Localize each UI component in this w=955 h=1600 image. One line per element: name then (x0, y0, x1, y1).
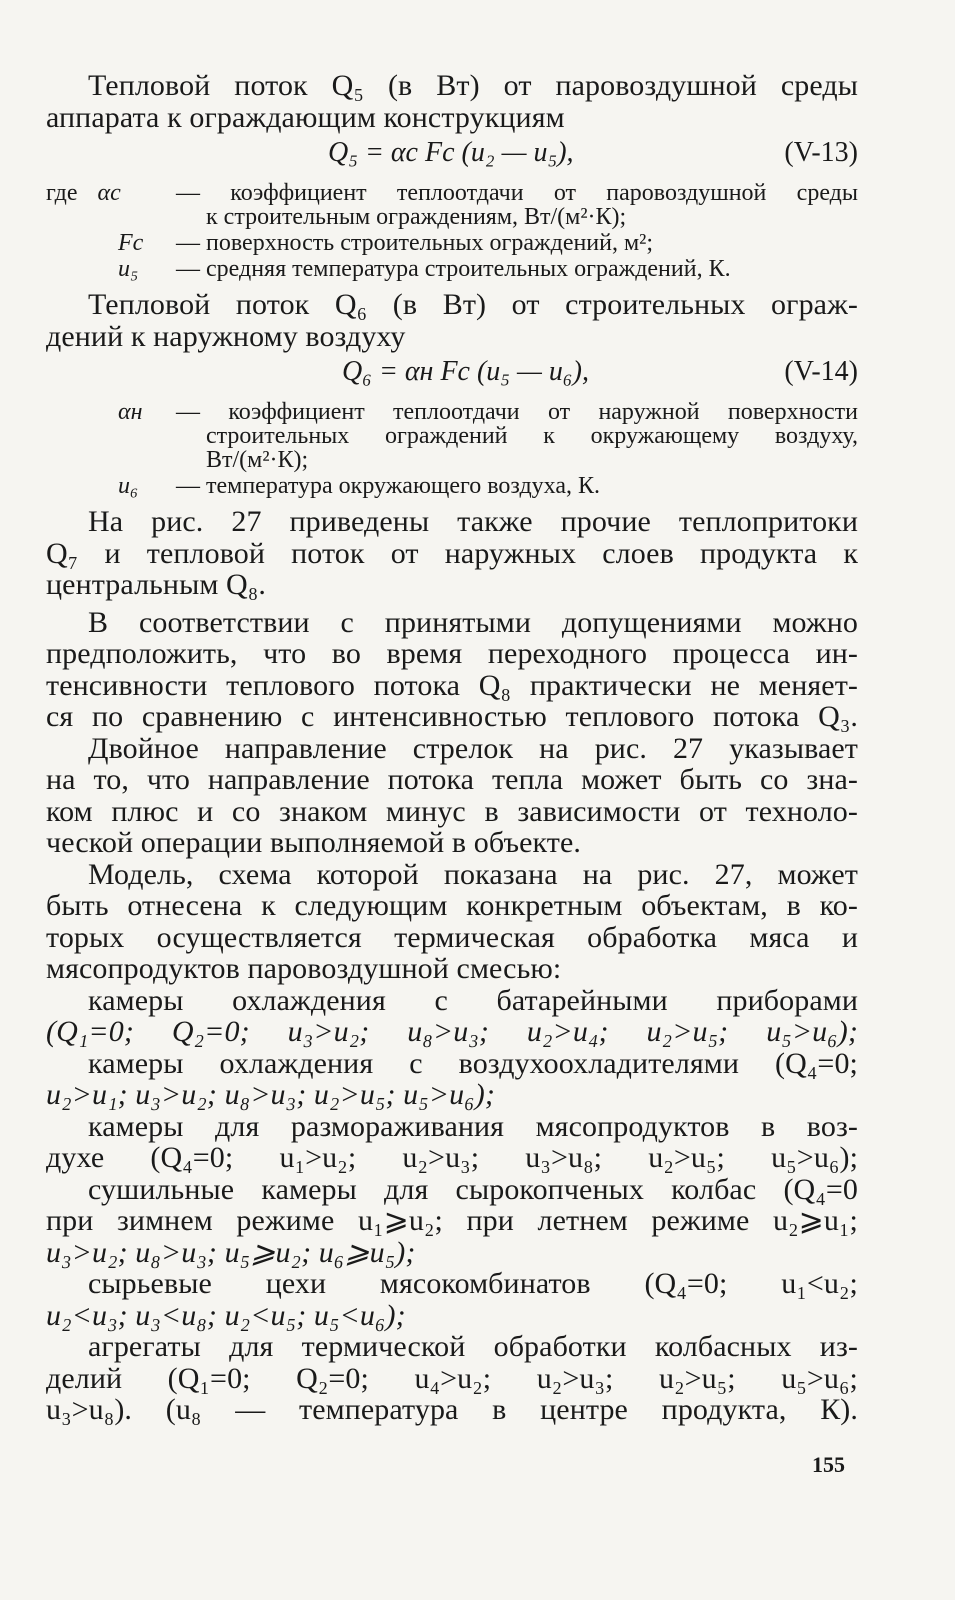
definition-lead (46, 181, 121, 205)
definition-line: — средняя температура строительных ограждений, К. (176, 256, 731, 282)
definition-line: — коэффициент теплоотдачи от паровоздушной среды (176, 180, 858, 206)
definition-text (176, 474, 858, 498)
formula-number: (V-14) (784, 356, 858, 387)
text-line: агрегаты для термической обработки колбасных из- (88, 1330, 858, 1363)
definition-lead (118, 474, 138, 498)
text-line: камеры для размораживания мясопродуктов в воз- (88, 1109, 858, 1143)
definition-line: к строительным ограждениям, Вт/(м²·К); (206, 204, 627, 230)
list-item-air-cooler-chambers (46, 1048, 858, 1111)
definition-line: — температура окружающего воздуха, К. (176, 473, 601, 499)
definition-symbol: u₆ (118, 473, 139, 499)
text-line: Q₇ и тепловой поток от наружных слоев продукта к (46, 536, 858, 570)
paragraph-heat-flow-q6 (46, 289, 858, 352)
definition-alpha-n (46, 400, 858, 472)
definition-symbol: Fс (118, 230, 144, 256)
definition-lead (118, 231, 143, 255)
formula-v13 (46, 135, 858, 175)
text-line: Двойное направление стрелок на рис. 27 указывает (88, 731, 858, 765)
where-word: где (46, 180, 78, 206)
definition-line: строительных ограждений к окружающему воздуху, (206, 423, 858, 449)
list-item-raw-material-shops (46, 1268, 858, 1331)
text-line: u₂>u₁; u₃>u₂; u₈>u₃; u₂>u₅; u₅>u₆); (46, 1078, 495, 1111)
definition-line: Вт/(м²·К); (206, 447, 309, 473)
text-line: камеры охлаждения с воздухоохладителями (Q₄=0; (88, 1046, 858, 1080)
text-line: ся по сравнению с интенсивностью теплового потока Q₃. (46, 700, 858, 733)
page-number: 155 (812, 1452, 845, 1477)
paragraph-heat-flow-q5 (46, 70, 858, 133)
definition-u6 (46, 474, 858, 498)
list-item-defrost-chambers (46, 1111, 858, 1174)
definition-line: — поверхность строительных ограждений, м²; (176, 230, 654, 256)
text-line: аппарата к ограждающим конструкциям (46, 100, 565, 134)
text-line: Тепловой поток Q₅ (в Вт) от паровоздушной среды (88, 69, 858, 102)
paragraph-model-objects (46, 859, 858, 985)
text-line: на то, что направление потока тепла может быть со зна- (46, 763, 858, 796)
formula-v14 (46, 354, 858, 394)
text-line: u₃>u₈). (u₈ — температура в центре продукта, К). (46, 1393, 858, 1426)
text-line: дений к наружному воздуху (46, 319, 406, 353)
text-line: делий (Q₁=0; Q₂=0; u₄>u₂; u₂>u₃; u₂>u₅; u₅>u₆; (46, 1361, 858, 1395)
text-line: Модель, схема которой показана на рис. 27, может (88, 857, 858, 891)
text-line: центральным Q₈. (46, 568, 266, 601)
text-line: В соответствии с принятыми допущениями можно (88, 605, 858, 639)
formula-expression: Q₅ = αс Fс (u₂ — u₅), (328, 137, 574, 168)
text-line: На рис. 27 приведены также прочие теплопритоки (88, 505, 858, 538)
list-item-battery-chambers (46, 985, 858, 1048)
definition-text (176, 257, 858, 281)
definition-lead (118, 400, 143, 424)
definition-symbol: αн (118, 399, 143, 425)
paragraph-other-heat-inflows (46, 506, 858, 601)
text-line: мясопродуктов паровоздушной смесью: (46, 952, 562, 985)
text-line: предположить, что во время переходного процесса ин- (46, 637, 858, 670)
text-line: u₂<u₃; u₃<u₈; u₂<u₅; u₅<u₆); (46, 1298, 406, 1332)
text-line: духе (Q₄=0; u₁>u₂; u₂>u₃; u₃>u₈; u₂>u₅; u₅>u₆); (46, 1141, 858, 1174)
definition-alpha-c (46, 181, 858, 229)
definition-text (176, 181, 858, 229)
text-line: сушильные камеры для сырокопченых колбас (Q₄=0 (88, 1172, 858, 1206)
definition-text (176, 231, 858, 255)
page-body (46, 70, 858, 1426)
text-line: сырьевые цехи мясокомбинатов (Q₄=0; u₁<u₂; (88, 1267, 858, 1300)
list-item-sausage-units (46, 1331, 858, 1426)
paragraph-double-arrows (46, 733, 858, 859)
definition-line: — коэффициент теплоотдачи от наружной поверхности (176, 399, 858, 425)
text-line: ческой операции выполняемой в объекте. (46, 826, 581, 859)
definitions-block-1 (46, 181, 858, 281)
definitions-block-2 (46, 400, 858, 498)
text-line: Тепловой поток Q₆ (в Вт) от строительных ограж- (88, 288, 858, 321)
formula-number: (V-13) (784, 137, 858, 168)
text-line: при зимнем режиме u₁⩾u₂; при летнем режиме u₂⩾u₁; (46, 1204, 858, 1237)
list-item-drying-chambers (46, 1174, 858, 1269)
text-line: тенсивности теплового потока Q₈ практически не меняет- (46, 668, 858, 702)
definition-text (176, 400, 858, 472)
text-line: u₃>u₂; u₈>u₃; u₅⩾u₂; u₆⩾u₅); (46, 1235, 416, 1269)
definition-lead (118, 257, 138, 281)
text-line: быть отнесена к следующим конкретным объектам, в ко- (46, 889, 858, 922)
definition-u5 (46, 257, 858, 281)
text-line: камеры охлаждения с батарейными приборами (88, 983, 858, 1017)
text-line: (Q₁=0; Q₂=0; u₃>u₂; u₈>u₃; u₂>u₄; u₂>u₅; u₅>u₆); (46, 1015, 858, 1048)
definition-symbol: u₅ (118, 256, 139, 282)
text-line: торых осуществляется термическая обработка мяса и (46, 920, 858, 954)
definition-symbol: αс (97, 180, 121, 206)
text-line: ком плюс и со знаком минус в зависимости от техноло- (46, 794, 858, 828)
formula-expression: Q₆ = αн Fс (u₅ — u₆), (342, 356, 589, 387)
definition-f-c (46, 231, 858, 255)
paragraph-assumptions (46, 607, 858, 733)
